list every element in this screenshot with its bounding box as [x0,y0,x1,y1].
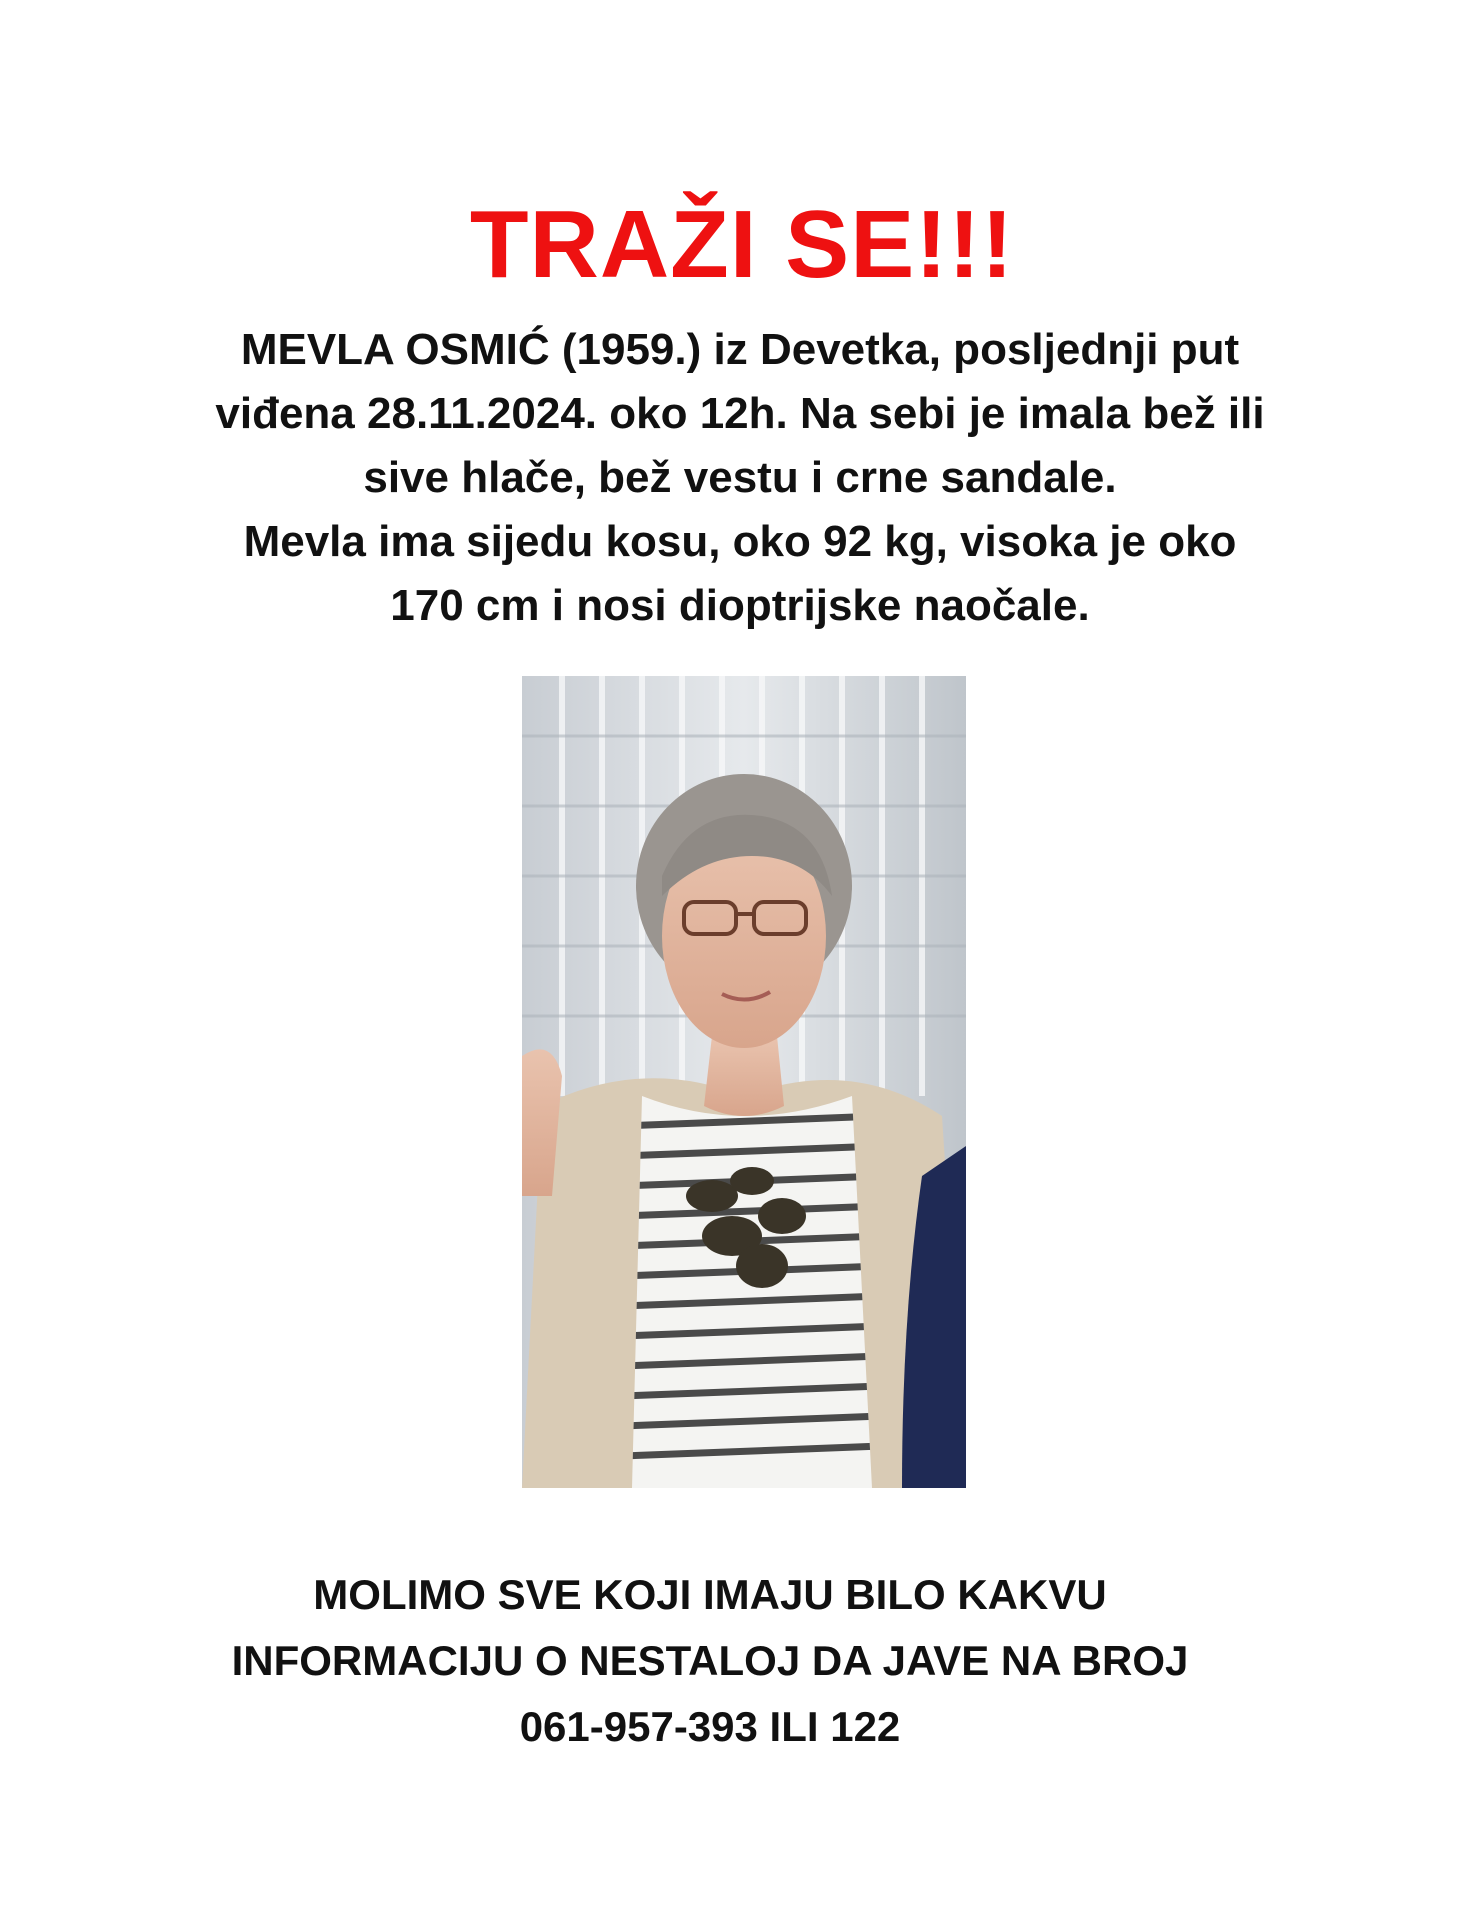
appeal-line: MOLIMO SVE KOJI IMAJU BILO KAKVU [313,1571,1107,1618]
photo-illustration [522,676,966,1488]
person-description [90,318,1390,638]
description-line: MEVLA OSMIĆ (1959.) iz Devetka, posljednji put [240,325,1240,374]
appeal-line: INFORMACIJU O NESTALOJ DA JAVE NA BROJ [231,1637,1189,1684]
description-line: viđena 28.11.2024. oko 12h. Na sebi je imala bež ili [215,389,1265,438]
description-line: 170 cm i nosi dioptrijske naočale. [390,581,1090,630]
person-photo [522,676,966,1488]
description-line: Mevla ima sijedu kosu, oko 92 kg, visoka je oko [243,517,1237,566]
poster-headline: TRAŽI SE!!! [469,191,1015,298]
contact-appeal [110,1562,1310,1760]
description-line: sive hlače, bež vestu i crne sandale. [363,453,1117,502]
appeal-phone-line: 061-957-393 ILI 122 [519,1703,901,1750]
